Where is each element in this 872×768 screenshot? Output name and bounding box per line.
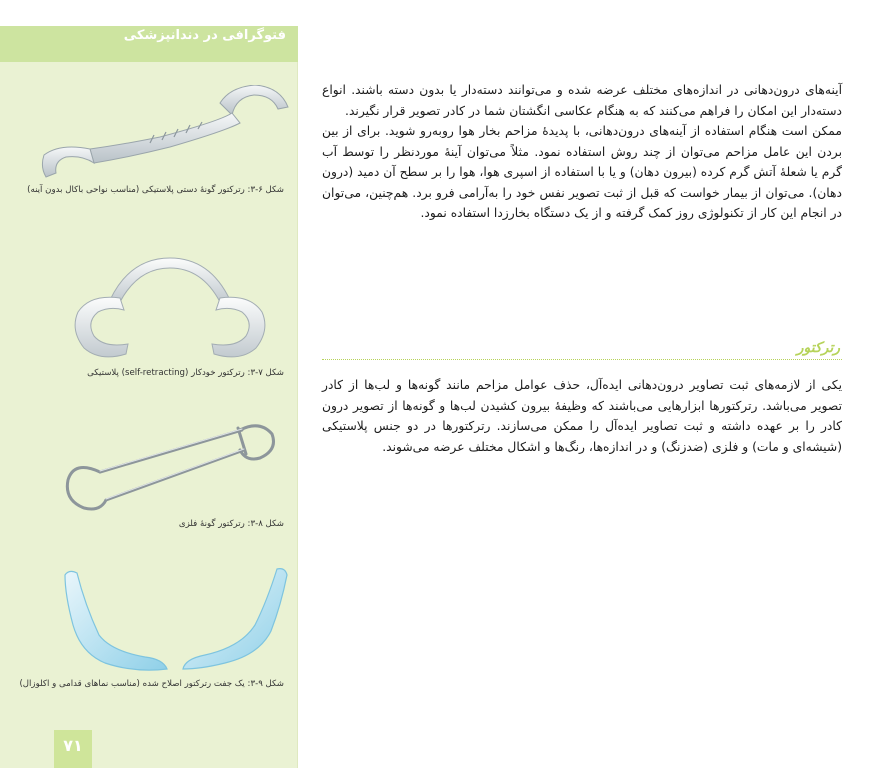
- figure-caption: شکل ۹-۳: یک جفت رترکتور اصلاح شده (مناسب نماهای قدامی و اکلوزال): [19, 679, 284, 689]
- figure-caption: شکل ۸-۳: رترکتور گونهٔ فلزی: [178, 519, 284, 529]
- section-divider: [322, 359, 842, 360]
- figure-caption: شکل ۷-۳: رترکتور خودکار (self-retracting) پلاستیکی: [87, 368, 284, 378]
- header-stripe: [0, 0, 298, 26]
- sidebar-panel: [0, 0, 298, 768]
- figure-caption: شکل ۶-۳: رترکتور گونهٔ دستی پلاستیکی (مناسب نواحی باکال بدون آینه): [27, 185, 284, 195]
- self-retracting-retractor-illustration: [70, 250, 270, 365]
- running-header-title: فتوگرافی در دندانپزشکی: [123, 28, 286, 43]
- section-heading-retractor: رترکتور: [796, 340, 840, 356]
- page-number: ۷۱: [63, 736, 83, 755]
- paragraph-retractor-description: یکی از لازمه‌های ثبت تصاویر درون‌دهانی ایده‌آل، حذف عوامل مزاحم مانند گونه‌ها و لب‌ها از کادر تصویر می‌باشد. رترکتورها ابزارهایی می‌باشند که وظیفهٔ بیرون کشیدن لب‌ها و گونه‌ها از تصویر درون کادر را بر عهده داشته و ثبت تصاویر ایده‌آل را ممکن می‌سازند. رترکتورها در دو جنس پلاستیکی (شیشه‌ای و مات) و فلزی (ضدزنگ) و در اندازه‌ها، رنگ‌ها و اشکال مختلف عرضه می‌شوند.: [322, 378, 842, 454]
- body-paragraph-retractors: [322, 375, 842, 457]
- modified-retractors-illustration: [55, 565, 295, 673]
- figure-metal-retractor: [0, 400, 298, 540]
- page-number-box: [54, 730, 92, 768]
- figure-hand-retractor: [0, 80, 298, 220]
- metal-retractor-illustration: [60, 400, 280, 520]
- body-paragraph-mirrors: [322, 80, 842, 224]
- paragraph-mirror-types: آینه‌های درون‌دهانی در اندازه‌های مختلف عرضه شده و می‌توانند دسته‌دار یا بدون دسته باشند. انواع دسته‌دار این امکان را فراهم می‌کنند که به هنگام عکاسی انگشتان شما در کادر تصویر قرار نگیرند.: [322, 83, 842, 118]
- figure-modified-retractors: [0, 565, 298, 715]
- hand-retractor-illustration: [40, 85, 290, 180]
- paragraph-mirror-fogging: ممکن است هنگام استفاده از آینه‌های درون‌دهانی، با پدیدهٔ مزاحم بخار هوا روبه‌رو شوید. برای از بین بردن این عامل مزاحم می‌توان از چند روش استفاده نمود. مثلاً می‌توان آینهٔ موردنظر را توسط آب گرم یا شعلهٔ آتش گرم کرده (بیرون دهان) و یا با استفاده از اسپری هوا، هوا را بر سطح آن دمید (درون دهان). می‌توان از بیمار خواست که قبل از ثبت تصویر نفس خود را به‌آرامی فرو برد. هم‌چنین، می‌توان در انجام این کار از تکنولوژی روز کمک گرفته و از یک دستگاه بخارزدا استفاده نمود.: [322, 124, 842, 220]
- figure-self-retracting-retractor: [0, 250, 298, 385]
